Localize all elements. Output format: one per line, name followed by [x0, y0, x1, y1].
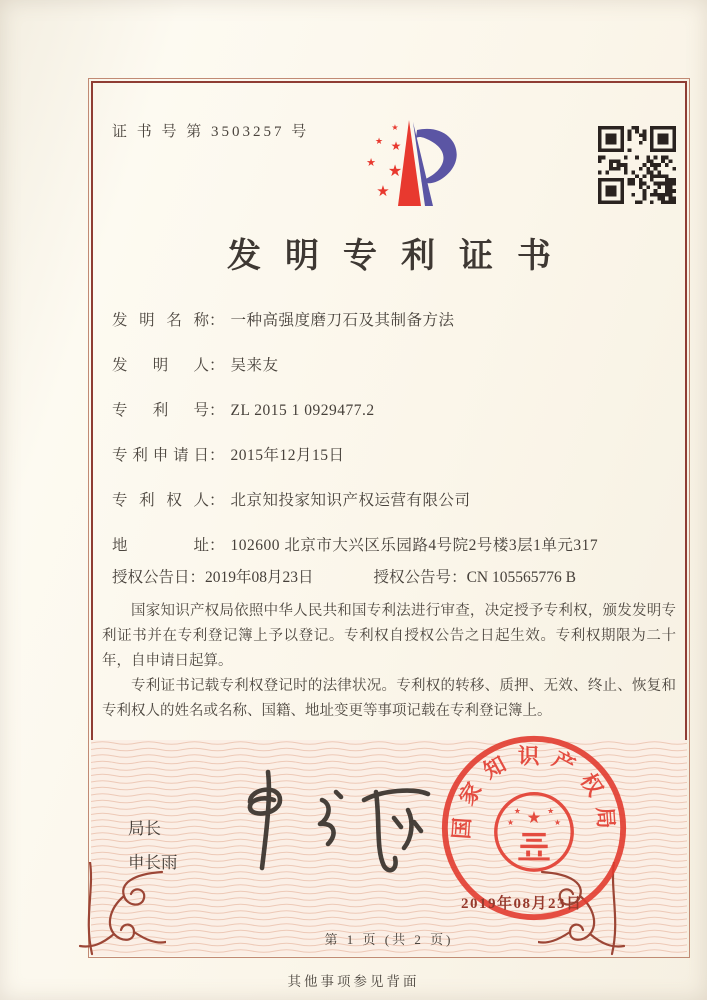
field-label: 地址 — [112, 537, 209, 554]
field-row — [112, 398, 674, 420]
field-colon: ： — [209, 447, 225, 464]
field-row — [112, 488, 674, 510]
svg-text:★: ★ — [513, 806, 521, 816]
field-colon: ： — [209, 492, 225, 509]
director-block — [128, 812, 178, 880]
grant-row — [112, 565, 576, 587]
svg-text:★: ★ — [390, 139, 402, 153]
svg-text:★: ★ — [366, 156, 376, 169]
legal-text — [102, 599, 676, 724]
field-value: 一种高强度磨刀石及其制备方法 — [230, 312, 455, 329]
field-label: 发明名称 — [112, 312, 209, 329]
seal-date: 2019年08月23日 — [461, 896, 583, 912]
qr-code — [598, 126, 676, 209]
seal-text: 国家知识产权局 — [449, 744, 619, 840]
field-label: 专利权人 — [112, 492, 209, 509]
field-value: ZL 2015 1 0929477.2 — [230, 402, 375, 419]
field-list — [112, 308, 674, 578]
page-number: 第 1 页 (共 2 页) — [324, 932, 454, 947]
field-colon: ： — [209, 402, 225, 419]
back-side-note: 其他事项参见背面 — [287, 974, 420, 989]
svg-text:★: ★ — [391, 123, 399, 132]
director-title: 局长 — [128, 819, 161, 838]
svg-text:★: ★ — [374, 137, 384, 147]
field-colon: ： — [209, 312, 225, 329]
field-label: 专利号 — [112, 402, 209, 419]
svg-text:★: ★ — [554, 818, 562, 828]
legal-paragraph: 专利证书记载专利权登记时的法律状况。专利权的转移、质押、无效、终止、恢复和专利权人的姓名或名称、国籍、地址变更等事项记载在专利登记簿上。 — [102, 678, 676, 719]
director-name: 申长雨 — [128, 853, 178, 872]
director-signature — [222, 762, 452, 885]
field-row — [112, 308, 674, 330]
field-value: 2015年12月15日 — [230, 447, 345, 464]
field-value: 吴来友 — [230, 357, 279, 374]
field-value: 北京知投家知识产权运营有限公司 — [230, 492, 471, 509]
field-label: 发明人 — [112, 357, 209, 374]
svg-text:★: ★ — [506, 818, 514, 828]
field-row — [112, 533, 674, 555]
svg-text:★: ★ — [526, 808, 542, 828]
certificate-number: 证 书 号 第 3503257 号 — [112, 124, 310, 140]
field-row — [112, 443, 674, 465]
field-label: 专利申请日 — [112, 447, 209, 464]
field-colon: ： — [209, 537, 225, 554]
field-row — [112, 353, 674, 375]
field-colon: ： — [209, 357, 225, 374]
svg-text:★: ★ — [547, 806, 555, 816]
national-emblem-icon — [496, 794, 572, 870]
svg-text:★: ★ — [387, 161, 403, 180]
legal-paragraph: 国家知识产权局依照中华人民共和国专利法进行审查，决定授予专利权，颁发发明专利证书并在专利登记簿上予以登记。专利权自授权公告之日起生效。专利权期限为二十年，自申请日起算。 — [102, 603, 676, 669]
svg-text:★: ★ — [376, 182, 390, 200]
certificate-title: 发明专利证书 — [227, 238, 575, 275]
grant-number: 授权公告号：CN 105565776 B — [373, 569, 576, 586]
field-value: 102600 北京市大兴区乐园路4号院2号楼3层1单元317 — [230, 537, 599, 554]
cnipa-logo-icon — [325, 114, 475, 217]
grant-date: 授权公告日：2019年08月23日 — [112, 569, 314, 586]
